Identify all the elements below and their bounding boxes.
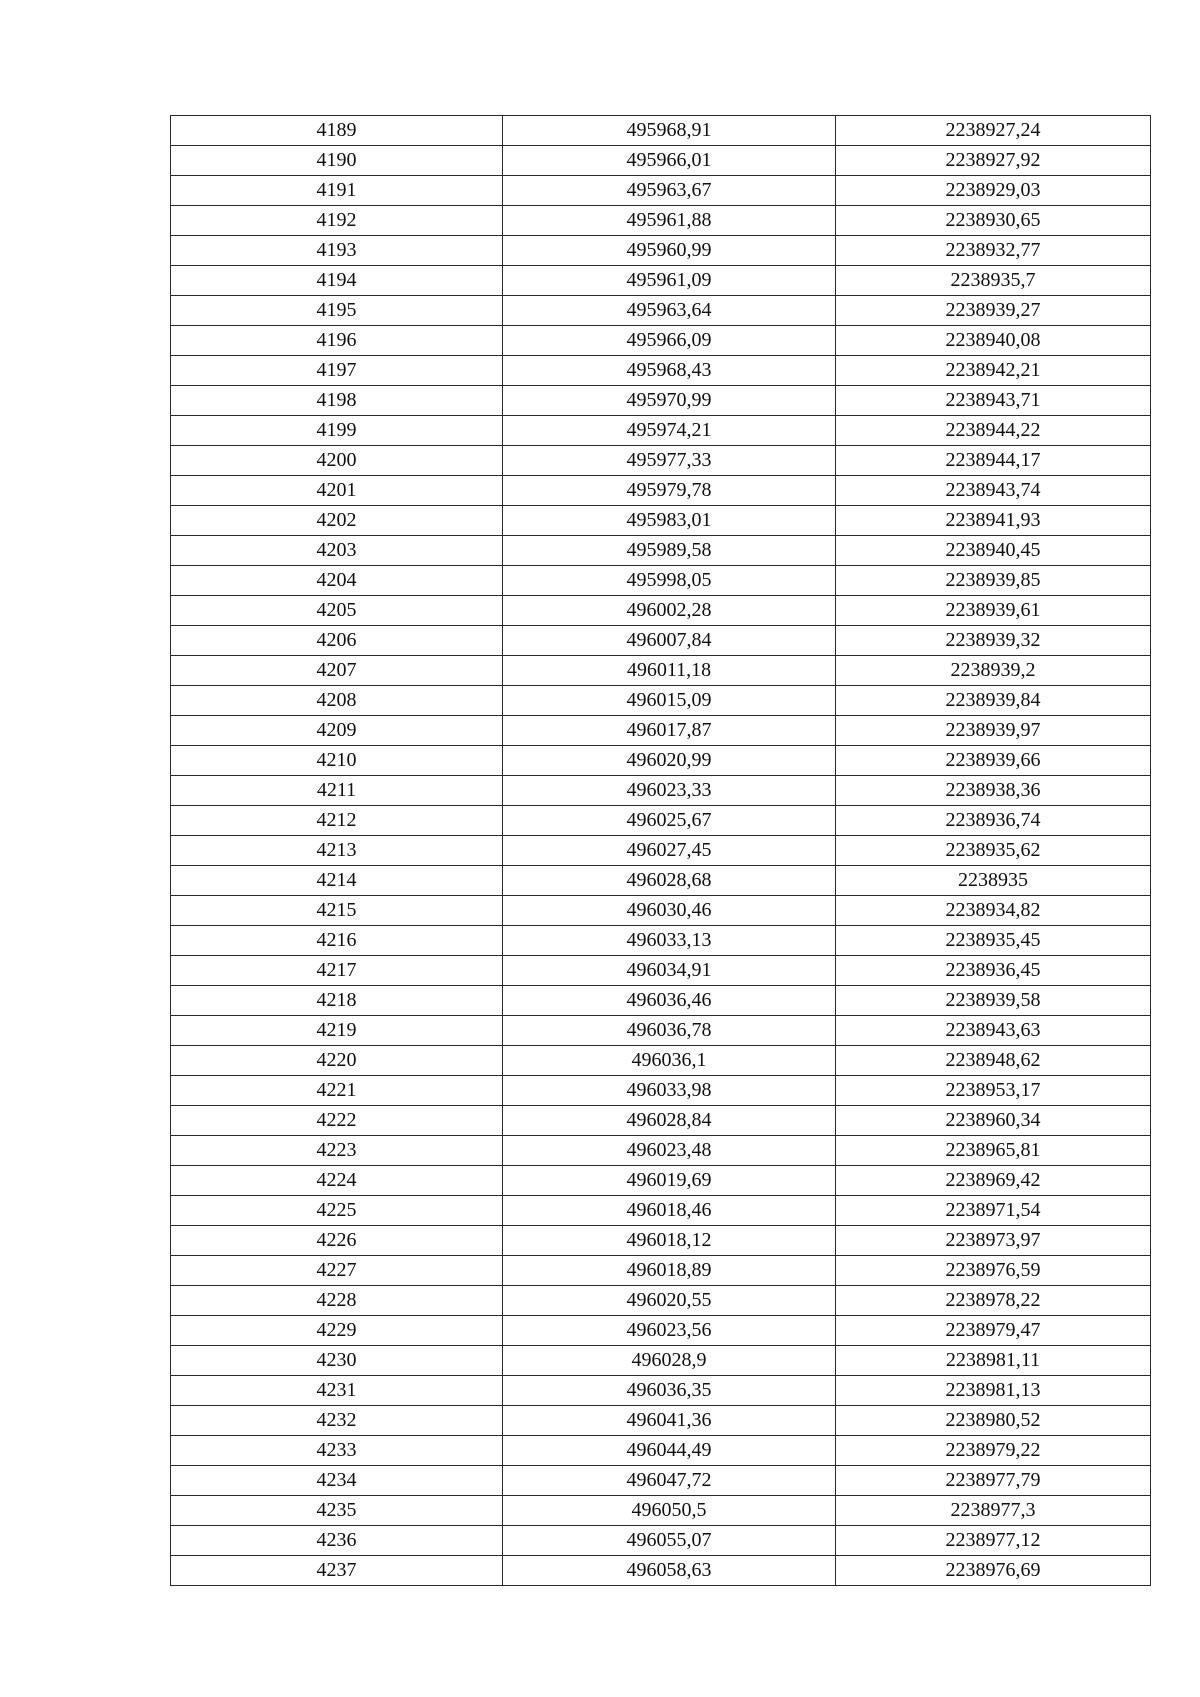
table-row xyxy=(171,476,1151,506)
y-coordinate-cell: 2238976,69 xyxy=(836,1556,1151,1586)
x-coordinate-cell: 495989,58 xyxy=(503,536,836,566)
y-coordinate-cell: 2238930,65 xyxy=(836,206,1151,236)
table-row xyxy=(171,1376,1151,1406)
point-number-cell: 4198 xyxy=(171,386,503,416)
x-coordinate-cell: 496033,98 xyxy=(503,1076,836,1106)
x-coordinate-cell: 496036,1 xyxy=(503,1046,836,1076)
point-number-cell: 4220 xyxy=(171,1046,503,1076)
table-row xyxy=(171,956,1151,986)
x-coordinate-cell: 496023,33 xyxy=(503,776,836,806)
point-number-cell: 4191 xyxy=(171,176,503,206)
table-row xyxy=(171,356,1151,386)
y-coordinate-cell: 2238938,36 xyxy=(836,776,1151,806)
point-number-cell: 4216 xyxy=(171,926,503,956)
y-coordinate-cell: 2238942,21 xyxy=(836,356,1151,386)
y-coordinate-cell: 2238960,34 xyxy=(836,1106,1151,1136)
point-number-cell: 4206 xyxy=(171,626,503,656)
y-coordinate-cell: 2238939,32 xyxy=(836,626,1151,656)
table-row xyxy=(171,446,1151,476)
x-coordinate-cell: 496020,99 xyxy=(503,746,836,776)
y-coordinate-cell: 2238977,12 xyxy=(836,1526,1151,1556)
y-coordinate-cell: 2238936,45 xyxy=(836,956,1151,986)
y-coordinate-cell: 2238934,82 xyxy=(836,896,1151,926)
point-number-cell: 4227 xyxy=(171,1256,503,1286)
table-row xyxy=(171,266,1151,296)
table-row xyxy=(171,986,1151,1016)
point-number-cell: 4233 xyxy=(171,1436,503,1466)
x-coordinate-cell: 496028,68 xyxy=(503,866,836,896)
point-number-cell: 4190 xyxy=(171,146,503,176)
y-coordinate-cell: 2238929,03 xyxy=(836,176,1151,206)
x-coordinate-cell: 496018,46 xyxy=(503,1196,836,1226)
table-row xyxy=(171,656,1151,686)
y-coordinate-cell: 2238935,62 xyxy=(836,836,1151,866)
x-coordinate-cell: 495977,33 xyxy=(503,446,836,476)
x-coordinate-cell: 496018,89 xyxy=(503,1256,836,1286)
y-coordinate-cell: 2238939,58 xyxy=(836,986,1151,1016)
x-coordinate-cell: 495963,67 xyxy=(503,176,836,206)
x-coordinate-cell: 495974,21 xyxy=(503,416,836,446)
table-row xyxy=(171,1316,1151,1346)
x-coordinate-cell: 495966,01 xyxy=(503,146,836,176)
table-row xyxy=(171,506,1151,536)
point-number-cell: 4217 xyxy=(171,956,503,986)
y-coordinate-cell: 2238927,92 xyxy=(836,146,1151,176)
table-row xyxy=(171,386,1151,416)
point-number-cell: 4229 xyxy=(171,1316,503,1346)
y-coordinate-cell: 2238943,63 xyxy=(836,1016,1151,1046)
point-number-cell: 4200 xyxy=(171,446,503,476)
point-number-cell: 4222 xyxy=(171,1106,503,1136)
table-row xyxy=(171,1346,1151,1376)
x-coordinate-cell: 496017,87 xyxy=(503,716,836,746)
x-coordinate-cell: 495968,43 xyxy=(503,356,836,386)
table-row xyxy=(171,896,1151,926)
x-coordinate-cell: 495963,64 xyxy=(503,296,836,326)
table-row xyxy=(171,866,1151,896)
x-coordinate-cell: 496027,45 xyxy=(503,836,836,866)
table-row xyxy=(171,206,1151,236)
point-number-cell: 4208 xyxy=(171,686,503,716)
y-coordinate-cell: 2238944,17 xyxy=(836,446,1151,476)
point-number-cell: 4203 xyxy=(171,536,503,566)
y-coordinate-cell: 2238948,62 xyxy=(836,1046,1151,1076)
x-coordinate-cell: 496047,72 xyxy=(503,1466,836,1496)
y-coordinate-cell: 2238935 xyxy=(836,866,1151,896)
x-coordinate-cell: 496002,28 xyxy=(503,596,836,626)
table-row xyxy=(171,176,1151,206)
y-coordinate-cell: 2238939,2 xyxy=(836,656,1151,686)
table-row xyxy=(171,626,1151,656)
table-row xyxy=(171,1496,1151,1526)
point-number-cell: 4189 xyxy=(171,116,503,146)
y-coordinate-cell: 2238940,45 xyxy=(836,536,1151,566)
y-coordinate-cell: 2238943,71 xyxy=(836,386,1151,416)
x-coordinate-cell: 495960,99 xyxy=(503,236,836,266)
table-row xyxy=(171,1106,1151,1136)
x-coordinate-cell: 496023,48 xyxy=(503,1136,836,1166)
point-number-cell: 4224 xyxy=(171,1166,503,1196)
table-row xyxy=(171,776,1151,806)
point-number-cell: 4209 xyxy=(171,716,503,746)
y-coordinate-cell: 2238927,24 xyxy=(836,116,1151,146)
point-number-cell: 4218 xyxy=(171,986,503,1016)
y-coordinate-cell: 2238939,27 xyxy=(836,296,1151,326)
x-coordinate-cell: 496020,55 xyxy=(503,1286,836,1316)
x-coordinate-cell: 496018,12 xyxy=(503,1226,836,1256)
x-coordinate-cell: 496034,91 xyxy=(503,956,836,986)
x-coordinate-cell: 496015,09 xyxy=(503,686,836,716)
point-number-cell: 4235 xyxy=(171,1496,503,1526)
x-coordinate-cell: 496025,67 xyxy=(503,806,836,836)
y-coordinate-cell: 2238943,74 xyxy=(836,476,1151,506)
table-row xyxy=(171,326,1151,356)
table-row xyxy=(171,536,1151,566)
x-coordinate-cell: 496058,63 xyxy=(503,1556,836,1586)
x-coordinate-cell: 496036,78 xyxy=(503,1016,836,1046)
point-number-cell: 4221 xyxy=(171,1076,503,1106)
coordinates-table-body xyxy=(171,116,1151,1586)
point-number-cell: 4199 xyxy=(171,416,503,446)
y-coordinate-cell: 2238969,42 xyxy=(836,1166,1151,1196)
table-row xyxy=(171,806,1151,836)
point-number-cell: 4210 xyxy=(171,746,503,776)
x-coordinate-cell: 496030,46 xyxy=(503,896,836,926)
point-number-cell: 4232 xyxy=(171,1406,503,1436)
table-row xyxy=(171,1436,1151,1466)
x-coordinate-cell: 496055,07 xyxy=(503,1526,836,1556)
point-number-cell: 4211 xyxy=(171,776,503,806)
point-number-cell: 4212 xyxy=(171,806,503,836)
x-coordinate-cell: 495979,78 xyxy=(503,476,836,506)
x-coordinate-cell: 496011,18 xyxy=(503,656,836,686)
table-row xyxy=(171,146,1151,176)
table-row xyxy=(171,1526,1151,1556)
y-coordinate-cell: 2238941,93 xyxy=(836,506,1151,536)
y-coordinate-cell: 2238979,22 xyxy=(836,1436,1151,1466)
x-coordinate-cell: 496023,56 xyxy=(503,1316,836,1346)
table-row xyxy=(171,1286,1151,1316)
point-number-cell: 4215 xyxy=(171,896,503,926)
point-number-cell: 4236 xyxy=(171,1526,503,1556)
y-coordinate-cell: 2238979,47 xyxy=(836,1316,1151,1346)
x-coordinate-cell: 495966,09 xyxy=(503,326,836,356)
table-row xyxy=(171,716,1151,746)
x-coordinate-cell: 496050,5 xyxy=(503,1496,836,1526)
table-row xyxy=(171,1466,1151,1496)
point-number-cell: 4194 xyxy=(171,266,503,296)
x-coordinate-cell: 496028,84 xyxy=(503,1106,836,1136)
table-row xyxy=(171,1556,1151,1586)
table-row xyxy=(171,1046,1151,1076)
y-coordinate-cell: 2238953,17 xyxy=(836,1076,1151,1106)
point-number-cell: 4193 xyxy=(171,236,503,266)
point-number-cell: 4237 xyxy=(171,1556,503,1586)
table-row xyxy=(171,1406,1151,1436)
point-number-cell: 4223 xyxy=(171,1136,503,1166)
table-row xyxy=(171,1016,1151,1046)
point-number-cell: 4226 xyxy=(171,1226,503,1256)
point-number-cell: 4234 xyxy=(171,1466,503,1496)
point-number-cell: 4219 xyxy=(171,1016,503,1046)
x-coordinate-cell: 496036,35 xyxy=(503,1376,836,1406)
y-coordinate-cell: 2238940,08 xyxy=(836,326,1151,356)
x-coordinate-cell: 495961,88 xyxy=(503,206,836,236)
y-coordinate-cell: 2238936,74 xyxy=(836,806,1151,836)
point-number-cell: 4201 xyxy=(171,476,503,506)
y-coordinate-cell: 2238935,45 xyxy=(836,926,1151,956)
y-coordinate-cell: 2238981,11 xyxy=(836,1346,1151,1376)
y-coordinate-cell: 2238965,81 xyxy=(836,1136,1151,1166)
y-coordinate-cell: 2238939,66 xyxy=(836,746,1151,776)
table-row xyxy=(171,686,1151,716)
point-number-cell: 4213 xyxy=(171,836,503,866)
x-coordinate-cell: 495970,99 xyxy=(503,386,836,416)
y-coordinate-cell: 2238939,97 xyxy=(836,716,1151,746)
point-number-cell: 4204 xyxy=(171,566,503,596)
table-row xyxy=(171,236,1151,266)
point-number-cell: 4231 xyxy=(171,1376,503,1406)
y-coordinate-cell: 2238976,59 xyxy=(836,1256,1151,1286)
table-row xyxy=(171,926,1151,956)
table-row xyxy=(171,416,1151,446)
point-number-cell: 4196 xyxy=(171,326,503,356)
table-row xyxy=(171,116,1151,146)
table-row xyxy=(171,746,1151,776)
point-number-cell: 4195 xyxy=(171,296,503,326)
table-row xyxy=(171,1166,1151,1196)
table-row xyxy=(171,1256,1151,1286)
y-coordinate-cell: 2238980,52 xyxy=(836,1406,1151,1436)
point-number-cell: 4225 xyxy=(171,1196,503,1226)
point-number-cell: 4228 xyxy=(171,1286,503,1316)
table-row xyxy=(171,1196,1151,1226)
coordinates-table xyxy=(170,115,1151,1586)
y-coordinate-cell: 2238973,97 xyxy=(836,1226,1151,1256)
point-number-cell: 4205 xyxy=(171,596,503,626)
x-coordinate-cell: 496041,36 xyxy=(503,1406,836,1436)
x-coordinate-cell: 495968,91 xyxy=(503,116,836,146)
y-coordinate-cell: 2238932,77 xyxy=(836,236,1151,266)
y-coordinate-cell: 2238977,79 xyxy=(836,1466,1151,1496)
x-coordinate-cell: 496028,9 xyxy=(503,1346,836,1376)
point-number-cell: 4214 xyxy=(171,866,503,896)
y-coordinate-cell: 2238939,85 xyxy=(836,566,1151,596)
x-coordinate-cell: 495998,05 xyxy=(503,566,836,596)
y-coordinate-cell: 2238977,3 xyxy=(836,1496,1151,1526)
y-coordinate-cell: 2238939,84 xyxy=(836,686,1151,716)
table-row xyxy=(171,596,1151,626)
x-coordinate-cell: 495983,01 xyxy=(503,506,836,536)
table-row xyxy=(171,1136,1151,1166)
x-coordinate-cell: 496007,84 xyxy=(503,626,836,656)
y-coordinate-cell: 2238978,22 xyxy=(836,1286,1151,1316)
x-coordinate-cell: 496044,49 xyxy=(503,1436,836,1466)
x-coordinate-cell: 496036,46 xyxy=(503,986,836,1016)
table-row xyxy=(171,296,1151,326)
x-coordinate-cell: 496019,69 xyxy=(503,1166,836,1196)
y-coordinate-cell: 2238939,61 xyxy=(836,596,1151,626)
point-number-cell: 4207 xyxy=(171,656,503,686)
point-number-cell: 4202 xyxy=(171,506,503,536)
table-row xyxy=(171,1226,1151,1256)
point-number-cell: 4192 xyxy=(171,206,503,236)
table-row xyxy=(171,836,1151,866)
y-coordinate-cell: 2238944,22 xyxy=(836,416,1151,446)
table-row xyxy=(171,566,1151,596)
point-number-cell: 4230 xyxy=(171,1346,503,1376)
y-coordinate-cell: 2238971,54 xyxy=(836,1196,1151,1226)
x-coordinate-cell: 495961,09 xyxy=(503,266,836,296)
x-coordinate-cell: 496033,13 xyxy=(503,926,836,956)
table-row xyxy=(171,1076,1151,1106)
point-number-cell: 4197 xyxy=(171,356,503,386)
y-coordinate-cell: 2238981,13 xyxy=(836,1376,1151,1406)
y-coordinate-cell: 2238935,7 xyxy=(836,266,1151,296)
